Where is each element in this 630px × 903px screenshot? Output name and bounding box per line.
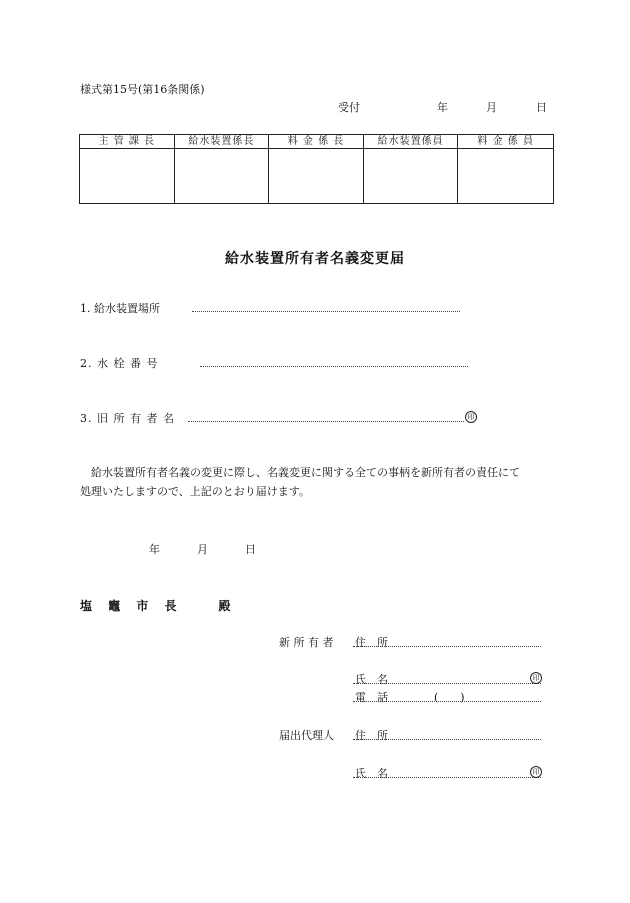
new-owner-name-field[interactable] bbox=[353, 683, 541, 684]
new-owner-phone-parens: ( ) bbox=[434, 691, 465, 704]
new-owner-name-label: 氏 名 bbox=[355, 673, 388, 686]
receipt-day-label: 日 bbox=[536, 101, 547, 114]
new-owner-phone-label: 電 話 bbox=[355, 691, 388, 704]
statement-line: 処理いたしますので、上記のとおり届けます。 bbox=[80, 485, 310, 498]
approval-header-chief: 主 管 課 長 bbox=[80, 135, 175, 149]
receipt-label: 受付 bbox=[338, 101, 360, 114]
date-day-label: 日 bbox=[245, 543, 256, 556]
seal-mark: 印 bbox=[530, 672, 542, 684]
addressee: 塩 竈 市 長 殿 bbox=[80, 599, 237, 613]
new-owner-role-label: 新 所 有 者 bbox=[279, 636, 334, 649]
agent-address-label: 住 所 bbox=[355, 729, 388, 742]
former-owner-label: 3. 旧 所 有 者 名 bbox=[80, 412, 175, 425]
document-title: 給水装置所有者名義変更届 bbox=[225, 251, 405, 267]
new-owner-address-field[interactable] bbox=[353, 646, 541, 647]
new-owner-phone-field[interactable] bbox=[353, 701, 541, 702]
location-label: 1. 給水装置場所 bbox=[80, 302, 160, 315]
approval-header-fee-staff: 料 金 係 員 bbox=[458, 135, 553, 149]
date-month-label: 月 bbox=[197, 543, 208, 556]
approval-stamp-cell[interactable] bbox=[269, 149, 364, 203]
agent-role-label: 届出代理人 bbox=[279, 729, 334, 742]
new-owner-address-label: 住 所 bbox=[355, 636, 388, 649]
approval-stamp-cell[interactable] bbox=[458, 149, 553, 203]
statement-paragraph bbox=[80, 463, 560, 501]
hydrant-number-label: 2. 水 栓 番 号 bbox=[80, 357, 159, 370]
receipt-month-label: 月 bbox=[486, 101, 497, 114]
approval-header-device-staff: 給水装置係員 bbox=[364, 135, 459, 149]
seal-mark: 印 bbox=[465, 411, 477, 423]
approval-stamp-cell[interactable] bbox=[364, 149, 459, 203]
agent-address-field[interactable] bbox=[353, 739, 541, 740]
approval-header-device-chief: 給水装置係長 bbox=[175, 135, 270, 149]
statement-line: 給水装置所有者名義の変更に際し、名義変更に関する全ての事柄を新所有者の責任にて bbox=[91, 466, 520, 479]
receipt-year-label: 年 bbox=[437, 101, 448, 114]
former-owner-field[interactable] bbox=[188, 421, 464, 422]
agent-name-field[interactable] bbox=[353, 777, 541, 778]
hydrant-number-field[interactable] bbox=[200, 366, 468, 367]
agent-name-label: 氏 名 bbox=[355, 767, 388, 780]
approval-stamp-cell[interactable] bbox=[175, 149, 270, 203]
approval-stamp-cell[interactable] bbox=[80, 149, 175, 203]
approval-table bbox=[79, 134, 554, 204]
date-year-label: 年 bbox=[149, 543, 160, 556]
approval-header-fee-chief: 料 金 係 長 bbox=[269, 135, 364, 149]
location-field[interactable] bbox=[192, 311, 460, 312]
form-number: 様式第15号(第16条関係) bbox=[80, 83, 205, 96]
seal-mark: 印 bbox=[530, 766, 542, 778]
